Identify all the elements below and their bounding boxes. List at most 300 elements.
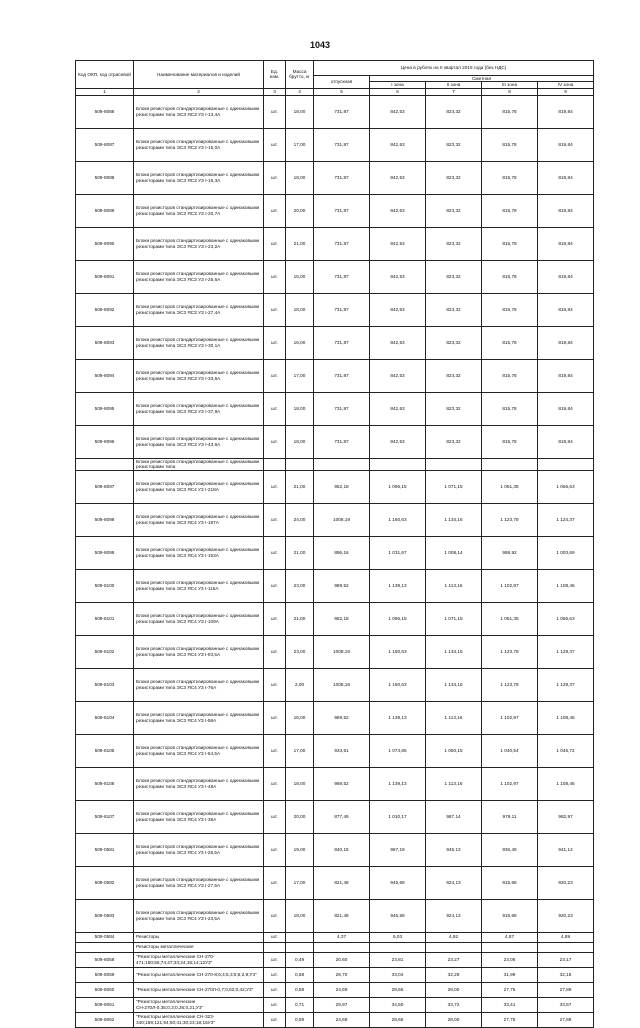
row-zone3-price: 1 123,78 — [482, 668, 538, 701]
table-row — [76, 800, 594, 833]
row-unit: шт. — [264, 668, 286, 701]
row-zone1-price — [370, 942, 426, 952]
row-mass: 17,00 — [286, 734, 314, 767]
row-zone4-price: 1 045,72 — [538, 734, 594, 767]
row-code: 509-8092 — [76, 293, 134, 326]
column-index: 5 — [314, 88, 370, 95]
row-zone2-price: 823,32 — [426, 359, 482, 392]
row-mass: 0,49 — [286, 952, 314, 967]
table-row — [76, 95, 594, 128]
header-zone4: IV зона — [538, 82, 594, 88]
row-zone2-price: 823,32 — [426, 392, 482, 425]
row-code: 509-0583 — [76, 899, 134, 932]
row-name: "Резисторы металлические СН-270-471;150;56;74;47;33;24;18;14;12У3" — [134, 952, 264, 967]
row-code: 509-8060 — [76, 982, 134, 997]
row-zone4-price: 920,23 — [538, 899, 594, 932]
row-unit: шт. — [264, 866, 286, 899]
table-row — [76, 734, 594, 767]
row-release-price: 877,49 — [314, 800, 370, 833]
row-zone1-price: 842,53 — [370, 161, 426, 194]
table-row — [76, 982, 594, 997]
row-release-price: 731,87 — [314, 392, 370, 425]
table-row — [76, 458, 594, 470]
row-release-price: 731,87 — [314, 326, 370, 359]
row-zone1-price: 28,66 — [370, 982, 426, 997]
row-unit: шт. — [264, 503, 286, 536]
row-mass: 16,00 — [286, 326, 314, 359]
row-release-price: 821,48 — [314, 866, 370, 899]
row-code: 509-8103 — [76, 668, 134, 701]
row-mass: 18,00 — [286, 425, 314, 458]
row-code: 509-8098 — [76, 503, 134, 536]
row-release-price: 731,87 — [314, 293, 370, 326]
header-code: Код ОКП, код отрасевой — [76, 61, 134, 89]
row-zone2-price: 1 113,16 — [426, 569, 482, 602]
row-zone1-price: 842,53 — [370, 425, 426, 458]
row-zone4-price: 1 108,46 — [538, 767, 594, 800]
row-zone4-price: 819,84 — [538, 293, 594, 326]
row-mass: 16,00 — [286, 701, 314, 734]
row-release-price: 731,87 — [314, 425, 370, 458]
row-zone3-price: 1 102,97 — [482, 767, 538, 800]
row-unit: шт. — [264, 293, 286, 326]
row-zone2-price: 1 071,15 — [426, 602, 482, 635]
row-release-price: 24,69 — [314, 1012, 370, 1027]
row-zone4-price: 27,89 — [538, 1012, 594, 1027]
table-row — [76, 899, 594, 932]
row-unit: шт. — [264, 734, 286, 767]
row-zone4-price: 982,97 — [538, 800, 594, 833]
table-row — [76, 326, 594, 359]
row-zone4-price: 32,15 — [538, 967, 594, 982]
row-name: Блоки резисторов стандартизированные с одинаковыми резисторами типа ЭСЗ ЯСЗ УЗ I-20,7А — [134, 194, 264, 227]
row-zone4-price: 27,89 — [538, 982, 594, 997]
page-number: 1043 — [309, 40, 331, 50]
row-name: "Резисторы металлические СН-323-340;189;121;94;60;41;30;23;18;15У3" — [134, 1012, 264, 1027]
row-zone2-price: 924,13 — [426, 866, 482, 899]
row-zone3-price: 23,06 — [482, 952, 538, 967]
table-row — [76, 932, 594, 942]
row-release-price: 933,51 — [314, 734, 370, 767]
row-release-price — [314, 942, 370, 952]
table-body — [76, 95, 594, 1027]
row-mass: 18,00 — [286, 293, 314, 326]
row-zone4-price: 819,84 — [538, 194, 594, 227]
row-zone3-price: 815,78 — [482, 359, 538, 392]
row-zone3-price — [482, 942, 538, 952]
row-code: 509-8086 — [76, 95, 134, 128]
row-zone2-price — [426, 458, 482, 470]
row-unit: шт. — [264, 1012, 286, 1027]
row-zone1-price: 34,50 — [370, 997, 426, 1012]
row-release-price: 952,18 — [314, 602, 370, 635]
table-row — [76, 425, 594, 458]
row-zone1-price: 1 139,13 — [370, 767, 426, 800]
row-name: Блоки резисторов стандартизированные с одинаковыми резисторами типа ЭСЗ ЯСЗ УЗ I-16,3А — [134, 161, 264, 194]
row-mass: 19,00 — [286, 833, 314, 866]
row-zone4-price: 1 124,37 — [538, 503, 594, 536]
row-code: 509-8087 — [76, 128, 134, 161]
row-name: Блоки резисторов стандартизированные с одинаковыми резисторами типа ЭСЗ ЯС4 УЗ I-109А — [134, 602, 264, 635]
table-row — [76, 767, 594, 800]
row-name: Блоки резисторов стандартизированные с одинаковыми резисторами типа ЭСЗ ЯС4 УЗ I-27,5А — [134, 866, 264, 899]
row-zone1-price: 1 160,63 — [370, 503, 426, 536]
row-zone4-price: 4,89 — [538, 932, 594, 942]
table-row — [76, 866, 594, 899]
row-unit: шт. — [264, 932, 286, 942]
row-zone3-price: 27,75 — [482, 982, 538, 997]
header-zone2: II зона — [426, 82, 482, 88]
row-zone2-price: 945,13 — [426, 833, 482, 866]
table-row — [76, 293, 594, 326]
row-release-price: 20,60 — [314, 952, 370, 967]
row-release-price: 989,52 — [314, 569, 370, 602]
row-mass — [286, 932, 314, 942]
row-unit — [264, 942, 286, 952]
row-zone4-price: 1 066,63 — [538, 602, 594, 635]
row-mass: 0,59 — [286, 1012, 314, 1027]
row-zone2-price: 823,32 — [426, 326, 482, 359]
row-name: Блоки резисторов стандартизированные с одинаковыми резисторами типа ЭСЗ ЯС4 УЗ I-187А — [134, 503, 264, 536]
row-code: 509-8089 — [76, 194, 134, 227]
row-name: "Резисторы металлические СН-270Л-0,7;0,52;0,42;У3" — [134, 982, 264, 997]
row-unit: шт. — [264, 800, 286, 833]
table-row — [76, 942, 594, 952]
table-row — [76, 602, 594, 635]
row-zone2-price: 823,32 — [426, 293, 482, 326]
row-release-price: 731,87 — [314, 227, 370, 260]
row-release-price: 821,48 — [314, 899, 370, 932]
row-zone4-price: 1 129,37 — [538, 668, 594, 701]
row-zone1-price: 33,04 — [370, 967, 426, 982]
row-mass: 18,00 — [286, 767, 314, 800]
header-zone3: III зона — [482, 82, 538, 88]
row-zone4-price — [538, 458, 594, 470]
header-estimated: Сметная — [370, 76, 594, 82]
row-code: 509-8058 — [76, 952, 134, 967]
row-zone1-price: 5,03 — [370, 932, 426, 942]
row-zone1-price: 945,69 — [370, 899, 426, 932]
row-zone2-price: 1 134,16 — [426, 668, 482, 701]
row-zone4-price: 1 003,69 — [538, 536, 594, 569]
row-zone3-price: 1 123,78 — [482, 635, 538, 668]
row-unit: шт. — [264, 701, 286, 734]
row-unit: шт. — [264, 470, 286, 503]
row-name: "Резисторы металлические СН-270Л-0,35;0,3;0,26;0,21;У3" — [134, 997, 264, 1012]
row-zone2-price: 1 071,15 — [426, 470, 482, 503]
row-zone4-price: 819,84 — [538, 227, 594, 260]
row-zone4-price: 1 129,37 — [538, 635, 594, 668]
row-mass: 2,00 — [286, 668, 314, 701]
table-row — [76, 967, 594, 982]
row-zone3-price: 815,78 — [482, 326, 538, 359]
row-zone2-price: 32,29 — [426, 967, 482, 982]
row-mass: 0,59 — [286, 982, 314, 997]
row-code: 509-8062 — [76, 1012, 134, 1027]
row-zone3-price: 1 102,97 — [482, 569, 538, 602]
row-name: Блоки резисторов стандартизированные с одинаковыми резисторами типа — [134, 458, 264, 470]
table-row — [76, 668, 594, 701]
row-zone3-price: 4,87 — [482, 932, 538, 942]
row-zone1-price: 842,53 — [370, 227, 426, 260]
row-zone1-price: 842,53 — [370, 326, 426, 359]
row-code: 509-8100 — [76, 569, 134, 602]
row-release-price: 731,87 — [314, 128, 370, 161]
row-zone4-price: 1 108,46 — [538, 569, 594, 602]
row-unit: шт. — [264, 635, 286, 668]
row-zone2-price: 823,32 — [426, 425, 482, 458]
row-release-price: 29,97 — [314, 997, 370, 1012]
table-row — [76, 194, 594, 227]
row-name: Блоки резисторов стандартизированные с одинаковыми резисторами типа ЭСЗ ЯС4 УЗ I-23,5А — [134, 899, 264, 932]
row-zone1-price: 1 139,13 — [370, 569, 426, 602]
row-name: Блоки резисторов стандартизированные с одинаковыми резисторами типа ЭСЗ ЯС4 УЗ I-153А — [134, 536, 264, 569]
row-code: 509-8101 — [76, 602, 134, 635]
row-unit: шт. — [264, 326, 286, 359]
row-code: 509-8093 — [76, 326, 134, 359]
row-unit: шт. — [264, 260, 286, 293]
row-zone2-price: 33,72 — [426, 997, 482, 1012]
row-zone3-price: 815,78 — [482, 293, 538, 326]
row-release-price: 896,16 — [314, 536, 370, 569]
row-zone1-price: 1 139,13 — [370, 701, 426, 734]
row-name: Блоки резисторов стандартизированные с одинаковыми резисторами типа ЭСЗ ЯСЗ УЗ I-43,6А — [134, 425, 264, 458]
row-release-price: 731,87 — [314, 194, 370, 227]
row-name: Блоки резисторов стандартизированные с одинаковыми резисторами типа ЭСЗ ЯС4 УЗ I-93,5А — [134, 635, 264, 668]
row-mass: 21,00 — [286, 470, 314, 503]
row-zone3-price: 1 061,35 — [482, 602, 538, 635]
row-mass: 23,00 — [286, 569, 314, 602]
table-row — [76, 701, 594, 734]
row-zone3-price: 978,11 — [482, 800, 538, 833]
row-unit: шт. — [264, 128, 286, 161]
row-release-price: 989,52 — [314, 767, 370, 800]
row-zone4-price: 819,84 — [538, 260, 594, 293]
row-zone1-price: 1 096,15 — [370, 602, 426, 635]
row-name: Блоки резисторов стандартизированные с одинаковыми резисторами типа ЭСЗ ЯСЗ УЗ I-37,9А — [134, 392, 264, 425]
row-zone4-price: 819,84 — [538, 326, 594, 359]
table-row — [76, 128, 594, 161]
column-index: 7 — [426, 88, 482, 95]
row-name: Блоки резисторов стандартизированные с одинаковыми резисторами типа ЭСЗ ЯС4 УЗ I-28,5А — [134, 833, 264, 866]
row-mass: 0,71 — [286, 997, 314, 1012]
row-release-price: 28,70 — [314, 967, 370, 982]
row-zone4-price: 23,17 — [538, 952, 594, 967]
row-code: 509-0582 — [76, 866, 134, 899]
row-code: 509-8091 — [76, 260, 134, 293]
row-release-price: 731,87 — [314, 161, 370, 194]
row-zone4-price — [538, 942, 594, 952]
row-name: Блоки резисторов стандартизированные с одинаковыми резисторами типа ЭСЗ ЯСЗ УЗ I-23,2А — [134, 227, 264, 260]
table-row — [76, 833, 594, 866]
row-name: Резисторы — [134, 932, 264, 942]
row-zone4-price: 941,14 — [538, 833, 594, 866]
row-mass: 18,00 — [286, 392, 314, 425]
row-zone3-price: 1 061,35 — [482, 470, 538, 503]
row-zone4-price: 819,84 — [538, 425, 594, 458]
row-mass: 0,68 — [286, 967, 314, 982]
row-zone4-price: 1 066,63 — [538, 470, 594, 503]
row-unit: шт. — [264, 952, 286, 967]
row-mass: 21,00 — [286, 227, 314, 260]
header-name: Наименование материалов и изделий — [134, 61, 264, 89]
row-release-price: 24,69 — [314, 982, 370, 997]
table-row — [76, 161, 594, 194]
row-name: Блоки резисторов стандартизированные с одинаковыми резисторами типа ЭСЗ ЯС4 УЗ I-218А — [134, 470, 264, 503]
row-unit: шт. — [264, 569, 286, 602]
header-release: отпускная — [314, 76, 370, 89]
row-mass: 17,00 — [286, 128, 314, 161]
row-zone3-price: 33,41 — [482, 997, 538, 1012]
row-code: 509-8107 — [76, 800, 134, 833]
row-code: 509-8102 — [76, 635, 134, 668]
row-zone1-price: 28,66 — [370, 1012, 426, 1027]
row-zone4-price: 33,57 — [538, 997, 594, 1012]
row-code: 509-8090 — [76, 227, 134, 260]
row-zone2-price: 924,13 — [426, 899, 482, 932]
row-zone1-price: 1 074,65 — [370, 734, 426, 767]
row-code — [76, 458, 134, 470]
row-name: Блоки резисторов стандартизированные с одинаковыми резисторами типа ЭСЗ ЯС4 УЗ I-48А — [134, 767, 264, 800]
row-zone2-price: 987,14 — [426, 800, 482, 833]
row-name: Блоки резисторов стандартизированные с одинаковыми резисторами типа ЭСЗ ЯС4 УЗ I-58А — [134, 701, 264, 734]
row-code: 509-8061 — [76, 997, 134, 1012]
table-header — [76, 61, 594, 96]
row-zone2-price: 1 113,16 — [426, 701, 482, 734]
table-row — [76, 569, 594, 602]
row-code: 509-8094 — [76, 359, 134, 392]
row-unit: шт. — [264, 95, 286, 128]
table-row — [76, 536, 594, 569]
row-zone3-price: 936,49 — [482, 833, 538, 866]
row-name: Блоки резисторов стандартизированные с одинаковыми резисторами типа ЭСЗ ЯСЗ УЗ I-13,4А — [134, 95, 264, 128]
row-zone3-price: 815,78 — [482, 128, 538, 161]
row-zone1-price: 842,53 — [370, 293, 426, 326]
row-zone3-price: 1 040,54 — [482, 734, 538, 767]
row-name: Блоки резисторов стандартизированные с одинаковыми резисторами типа ЭСЗ ЯСЗ УЗ I-27,4А — [134, 293, 264, 326]
row-zone1-price: 842,53 — [370, 128, 426, 161]
row-name: "Резисторы металлические СН-270-8;6;4;5,3;5;6;2,9;У3" — [134, 967, 264, 982]
row-name: Блоки резисторов стандартизированные с одинаковыми резисторами типа ЭСЗ ЯС4 УЗ I-54,5А — [134, 734, 264, 767]
row-release-price: 4,37 — [314, 932, 370, 942]
row-release-price — [314, 458, 370, 470]
row-zone3-price: 815,78 — [482, 95, 538, 128]
row-unit — [264, 458, 286, 470]
row-code: 509-0584 — [76, 932, 134, 942]
row-zone4-price: 1 108,46 — [538, 701, 594, 734]
row-code: 509-0581 — [76, 833, 134, 866]
row-zone1-price: 945,69 — [370, 866, 426, 899]
row-mass: 24,00 — [286, 503, 314, 536]
row-unit: шт. — [264, 767, 286, 800]
row-zone4-price: 819,84 — [538, 128, 594, 161]
row-zone2-price: 1 008,14 — [426, 536, 482, 569]
row-mass: 18,00 — [286, 95, 314, 128]
row-mass: 18,00 — [286, 161, 314, 194]
row-unit: шт. — [264, 392, 286, 425]
row-code: 509-8097 — [76, 470, 134, 503]
row-mass: 23,00 — [286, 635, 314, 668]
row-zone1-price: 842,53 — [370, 359, 426, 392]
row-zone2-price: 28,00 — [426, 982, 482, 997]
row-zone3-price: 815,78 — [482, 161, 538, 194]
row-unit: шт. — [264, 161, 286, 194]
row-zone2-price: 823,32 — [426, 161, 482, 194]
row-zone3-price: 815,78 — [482, 194, 538, 227]
row-unit: шт. — [264, 359, 286, 392]
header-price-group: Цена в рублях на II квартал 2016 года (без НДС) — [314, 61, 594, 76]
row-zone1-price: 1 096,15 — [370, 470, 426, 503]
table-row — [76, 227, 594, 260]
row-unit: шт. — [264, 899, 286, 932]
row-release-price: 731,87 — [314, 359, 370, 392]
row-zone2-price: 4,92 — [426, 932, 482, 942]
row-zone2-price: 823,32 — [426, 260, 482, 293]
row-mass — [286, 458, 314, 470]
table-row — [76, 997, 594, 1012]
table-row — [76, 952, 594, 967]
row-zone4-price: 819,84 — [538, 392, 594, 425]
table-row — [76, 359, 594, 392]
row-unit: шт. — [264, 227, 286, 260]
row-mass: 15,00 — [286, 260, 314, 293]
row-zone4-price: 920,23 — [538, 866, 594, 899]
column-index: 6 — [370, 88, 426, 95]
row-name: Блоки резисторов стандартизированные с одинаковыми резисторами типа ЭСЗ ЯСЗ УЗ I-30,1А — [134, 326, 264, 359]
row-mass — [286, 942, 314, 952]
row-zone2-price: 1 134,16 — [426, 503, 482, 536]
row-mass: 17,00 — [286, 359, 314, 392]
row-zone3-price: 815,78 — [482, 260, 538, 293]
row-mass: 20,00 — [286, 194, 314, 227]
row-zone3-price: 1 102,97 — [482, 701, 538, 734]
table-row — [76, 503, 594, 536]
row-mass: 18,00 — [286, 899, 314, 932]
row-code: 509-8096 — [76, 425, 134, 458]
row-name: Резисторы металлические — [134, 942, 264, 952]
row-zone2-price: 1 113,16 — [426, 767, 482, 800]
row-unit: шт. — [264, 997, 286, 1012]
row-zone1-price: 842,53 — [370, 392, 426, 425]
row-name: Блоки резисторов стандартизированные с одинаковыми резисторами типа ЭСЗ ЯСЗ УЗ I-15,0А — [134, 128, 264, 161]
row-zone3-price — [482, 458, 538, 470]
row-code: 509-8059 — [76, 967, 134, 982]
row-zone1-price: 1 031,67 — [370, 536, 426, 569]
price-table — [75, 60, 594, 1028]
row-release-price: 989,52 — [314, 701, 370, 734]
row-mass: 17,00 — [286, 866, 314, 899]
row-unit: шт. — [264, 602, 286, 635]
table-row — [76, 1012, 594, 1027]
row-code: 509-8099 — [76, 536, 134, 569]
row-name: Блоки резисторов стандартизированные с одинаковыми резисторами типа ЭСЗ ЯСЗ УЗ I-25,6А — [134, 260, 264, 293]
row-zone4-price: 819,84 — [538, 95, 594, 128]
row-zone3-price: 815,78 — [482, 425, 538, 458]
row-zone3-price: 27,75 — [482, 1012, 538, 1027]
row-zone2-price: 1 050,15 — [426, 734, 482, 767]
row-unit: шт. — [264, 536, 286, 569]
row-zone3-price: 815,78 — [482, 392, 538, 425]
row-code: 509-8095 — [76, 392, 134, 425]
row-zone1-price: 1 160,63 — [370, 668, 426, 701]
row-mass: 21,00 — [286, 536, 314, 569]
row-code — [76, 942, 134, 952]
table-row — [76, 470, 594, 503]
row-zone2-price: 1 134,16 — [426, 635, 482, 668]
row-code: 509-8105 — [76, 734, 134, 767]
row-zone1-price: 1 160,63 — [370, 635, 426, 668]
row-zone2-price: 823,32 — [426, 194, 482, 227]
